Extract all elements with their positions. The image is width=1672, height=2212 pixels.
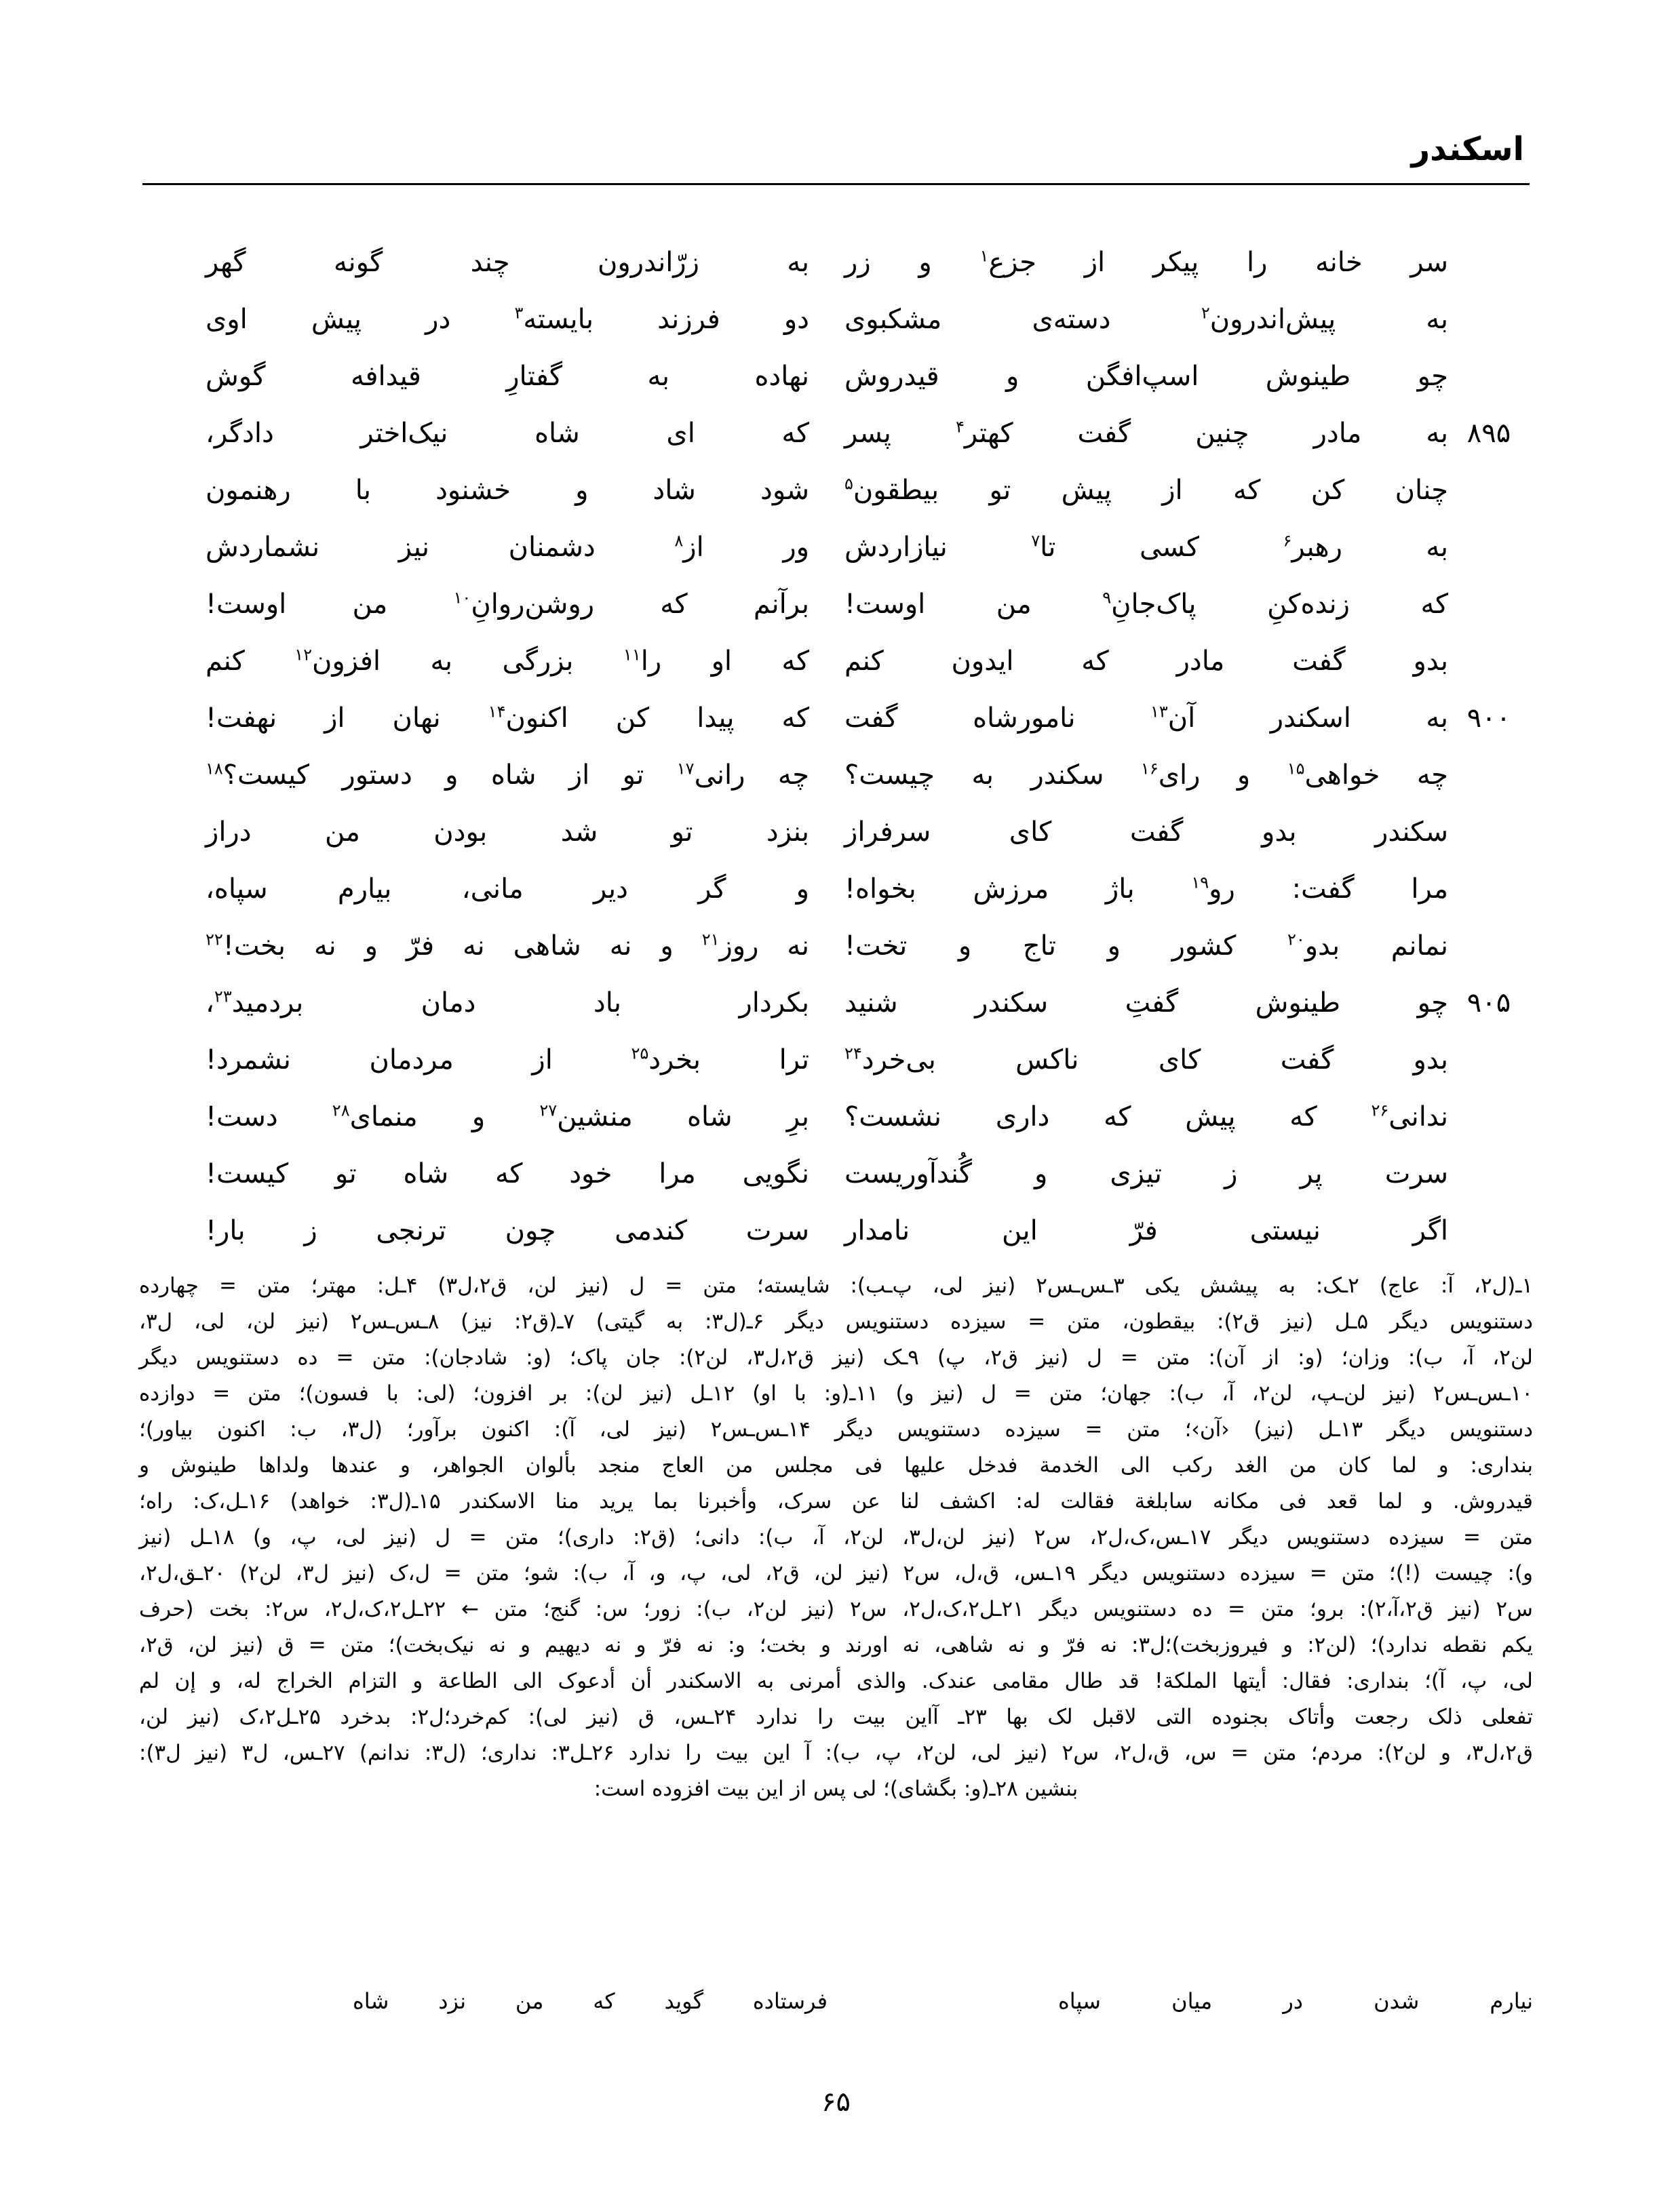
apparatus-line: و): چیست (!)؛ متن = سیزده دستنویس دیگر ۱۹ـس، ق،ل، س۲ (نیز لن، ق۲، لی، پ، و، آ، ب): شو؛ متن = ل،ک (نیز ل۳، لن۲) ۲۰ـق،ل۲، (139, 1561, 1533, 1585)
hemistich-left: برِ شاه منشین$^{۲۷}$ و منمای$^{۲۸}$ دست! (206, 1101, 809, 1132)
hemistich-left: که پیدا کن اکنون$^{۱۴}$ نهان از نهفت! (206, 702, 809, 734)
verse-number: ۹۰۰ (1466, 703, 1511, 734)
hemistich-left: برآنم که روشن‌روانِ$^{۱۰}$ من اوست! (206, 588, 809, 620)
apparatus-line: بنشین ۲۸ـ(و: بگشای)؛ لی پس از این بیت افزوده است: (594, 1777, 1078, 1801)
verse-couplet (142, 1093, 1530, 1150)
verse-couplet (142, 979, 1530, 1036)
verse-couplet (142, 1207, 1530, 1264)
hemistich-right: چنان کن که از پیش تو بیطقون$^۵$ (844, 474, 1448, 506)
verse-couplet (142, 296, 1530, 353)
verse-couplet (142, 637, 1530, 694)
running-head-rule (142, 183, 1530, 185)
apparatus-line: تفعلی ذلک رجعت وأتاک بجنوده التی لاقبل لک بها ۲۳ـ آاین بیت را ندارد ۲۴ـس، ق (نیز لی): کم‌خرد؛ل۲: بدخرد ۲۵ـل۲،ک (نیز لن، (139, 1705, 1533, 1729)
verse-couplet (142, 808, 1530, 865)
hemistich-left: به زرّاندرون چند گونه گهر (206, 247, 809, 278)
verse-couplet (142, 865, 1530, 922)
critical-apparatus (139, 1268, 1533, 1807)
verse-couplet (142, 410, 1530, 467)
apparatus-line: یکم نقطه ندارد)؛ (لن۲: و فیروزبخت)؛ل۳: نه فرّ و نه شاهی، نه اورند و بخت؛ و: نه فرّ و نه دیهیم و نه نیک‌بخت)؛ متن = ق (نیز لن، ق۲، (139, 1633, 1533, 1657)
hemistich-left: بنزد تو شد بودن من دراز (206, 816, 809, 848)
apparatus-line: بنداری: و لما کان من الغد رکب الی الخدمة فدخل علیها فی مجلس من العاج منجد بألوان الجواهر، و عندها ولداها طینوش و (139, 1453, 1533, 1478)
hemistich-left: نه روز$^{۲۱}$ و نه شاهی نه فرّ و نه بخت!$^{۲۲}$ (206, 930, 809, 962)
verse-couplet (142, 922, 1530, 979)
verse-couplet (142, 1036, 1530, 1093)
hemistich-right: به اسکندر آن$^{۱۳}$ نامورشاه گفت (844, 702, 1448, 734)
verse-couplet (142, 751, 1530, 808)
verse-number (1448, 239, 1530, 240)
verse-number (1448, 1036, 1530, 1038)
apparatus-line: دستنویس دیگر ۱۳ـل (نیز) ‹آن›؛ متن = سیزده دستنویس دیگر ۱۴ـس‌ـس۲ (نیز لی، آ): اکنون برآور؛ (ل۳، ب: اکنون بیاور)؛ (139, 1417, 1533, 1442)
apparatus-line: قیدروش. و لما قعد فی مکانه سابلغة فقالت له: اکشف لنا عن سرک، وأخبرنا بما یرید منا الاسکندر ۱۵ـ(ل۳: خواهد) ۱۶ـل،ک: راه؛ (139, 1489, 1533, 1514)
hemistich-right: بدو گفت مادر که ایدون کنم (844, 646, 1448, 677)
hemistich-right: اگر نیستی فرّ این نامدار (844, 1215, 1448, 1246)
verse-number (1448, 353, 1530, 354)
running-head-area (142, 130, 1530, 194)
verse-number (1448, 296, 1530, 297)
apparatus-line: متن = سیزده دستنویس دیگر ۱۷ـس،ک،ل۲، س۲ (نیز لن،ل۳، لن۲، آ، ب): دانی؛ (ق۲: داری)؛ متن = ل (نیز لی، پ، و) ۱۸ـل (نیز (139, 1525, 1534, 1549)
hemistich-right: چو طینوش گفتِ سکندر شنید (844, 987, 1448, 1019)
verse-number (1448, 1150, 1530, 1151)
hemistich-right: سکندر بدو گفت کای سرفراز (844, 816, 1448, 848)
running-head-title: اسکندر (1411, 130, 1524, 168)
apparatus-line: لن۲، آ، ب): وزان؛ (و: از آن): متن = ل (نیز ق۲، پ) ۹ـک (نیز ق۲،ل۳، لن۲): جان پاک؛ (و: شادجان): متن = ده دستنویس دیگر (139, 1345, 1533, 1370)
hemistich-left: بکردار باد دمان بردمید$^{۲۳}$، (206, 987, 809, 1019)
hemistich-right: به مادر چنین گفت کهتر$^۴$ پسر (844, 417, 1448, 449)
hemistich-right: ندانی$^{۲۶}$ که پیش که داری نشست؟ (844, 1101, 1448, 1132)
hemistich-right: بدو گفت کای ناکس بی‌خرد$^{۲۴}$ (844, 1044, 1448, 1075)
hemistich-left: سرت کندمی چون ترنجی ز بار! (206, 1215, 809, 1246)
verse-number (1448, 524, 1530, 525)
apparatus-line: ۱ـ(ل۲، آ: عاج) ۲ـک: به پیشش یکی ۳ـس‌ـس۲ (نیز لی، پ‌ـب): شایسته؛ متن = ل (نیز لن، ق۲،ل۳) ۴ـل: مهتر؛ متن = چهارده (139, 1273, 1533, 1298)
verse-couplet (142, 467, 1530, 524)
verse-number (1448, 467, 1530, 468)
verse-number (1448, 580, 1530, 582)
hemistich-right: به پیش‌اندرون$^۲$ دسته‌ی مشکبوی (844, 303, 1449, 335)
verse-couplet (142, 1150, 1530, 1207)
apparatus-line: لی، پ، آ)؛ بنداری: فقال: أیتها الملکة! قد طال مقامی عندک. والذی أمرنی به الاسکندر أن أدعوک الی الطاعة و التزام الخراج له، و إن لم (139, 1669, 1533, 1693)
verse-number (1448, 1093, 1530, 1094)
apparatus-line: دستنویس دیگر ۵ـل (نیز ق۲): بیقطون، متن = سیزده دستنویس دیگر ۶ـ(ل۳: به گیتی) ۷ـ(ق۲: نیز) ۸ـس‌ـس۲ (نیز لن، لی، ل۳، (139, 1309, 1533, 1334)
added-couplet (139, 1983, 1533, 2019)
verse-couplet (142, 353, 1530, 410)
hemistich-right: سرت پر ز تیزی و گُندآوریست (844, 1158, 1448, 1189)
verse-number (1448, 865, 1530, 867)
hemistich-right: چه خواهی$^{۱۵}$ و رای$^{۱۶}$ سکندر به چیست؟ (844, 759, 1449, 791)
verse-number: ۸۹۵ (1466, 418, 1511, 449)
hemistich-left: شود شاد و خشنود با رهنمون (206, 475, 809, 506)
hemistich-left: نگویی مرا خود که شاه تو کیست! (206, 1158, 809, 1189)
hemistich-left: ور از$^۸$ دشمنان نیز نشماردش (206, 531, 809, 563)
verse-couplet (142, 694, 1530, 751)
verse-couplet (142, 239, 1530, 296)
verse-couplet (142, 524, 1530, 580)
added-couplet-right-hemistich: فرستاده گوید که من نزد شاه (353, 1988, 828, 2014)
hemistich-left: نهاده به گفتارِ قیدافه گوش (206, 361, 809, 392)
apparatus-line: ق۲،ل۳، و لن۲): مردم؛ متن = س، ق،ل۲، س۲ (نیز لی، لن۲، پ، ب): آ این بیت را ندارد ۲۶ـل۳: نداری؛ (ل۳: ندانم) ۲۷ـس، ل۳ (نیز ل۳): (139, 1741, 1533, 1765)
hemistich-left: ترا بخرد$^{۲۵}$ از مردمان نشمرد! (206, 1044, 809, 1075)
verse-couplet (142, 580, 1530, 637)
hemistich-right: نمانم بدو$^{۲۰}$ کشور و تاج و تخت! (844, 930, 1448, 962)
hemistich-right: مرا گفت: رو$^{۱۹}$ باژ مرزش بخواه! (844, 873, 1449, 905)
verse-block (142, 239, 1530, 1264)
verse-number: ۹۰۵ (1466, 987, 1511, 1019)
verse-number (1448, 808, 1530, 810)
verse-number (1448, 922, 1530, 924)
apparatus-line: ۱۰ـس‌ـس۲ (نیز لن‌ـپ، لن۲، آ، ب): جهان؛ متن = ل (نیز و) ۱۱ـ(و: با او) ۱۲ـل (نیز لن): بر افزون؛ (لی: با فسون)؛ متن = دوازده (139, 1381, 1533, 1406)
apparatus-line: س۲ (نیز ق۲،آ،۲): برو؛ متن = ده دستنویس دیگر ۲۱ـل۲،ک،ل۲، س۲ (نیز لن۲، ب): زور؛ س: گنج؛ متن ← ۲۲ـل۲،ک،ل۲، س۲: بخت (حرف (139, 1597, 1534, 1621)
hemistich-left: و گر دیر مانی، بیارم سپاه، (206, 873, 809, 905)
hemistich-right: به رهبر$^۶$ کسی تا$^۷$ نیازاردش (844, 531, 1448, 563)
folio-number: ۶۵ (821, 2087, 851, 2118)
hemistich-right: که زنده‌کنِ پاک‌جانِ$^۹$ من اوست! (844, 588, 1448, 620)
hemistich-left: که ای شاه نیک‌اختر دادگر، (206, 418, 809, 449)
verse-number (1448, 751, 1530, 753)
hemistich-left: چه رانی$^{۱۷}$ تو از شاه و دستور کیست؟$^{۱۸}$ (206, 759, 809, 791)
verse-number (1448, 637, 1530, 639)
hemistich-right: سر خانه را پیکر از جزع$^۱$ و زر (844, 246, 1448, 278)
hemistich-left: دو فرزند بایسته$^۳$ در پیش اوی (206, 303, 809, 335)
hemistich-right: چو طینوش اسپ‌افگن و قیدروش (844, 361, 1448, 392)
verse-number (1448, 1207, 1530, 1208)
added-couplet-left-hemistich: نیارم شدن در میان سپاه (1058, 1988, 1533, 2014)
hemistich-left: که او را$^{۱۱}$ بزرگی به افزون$^{۱۲}$ کنم (206, 645, 810, 677)
